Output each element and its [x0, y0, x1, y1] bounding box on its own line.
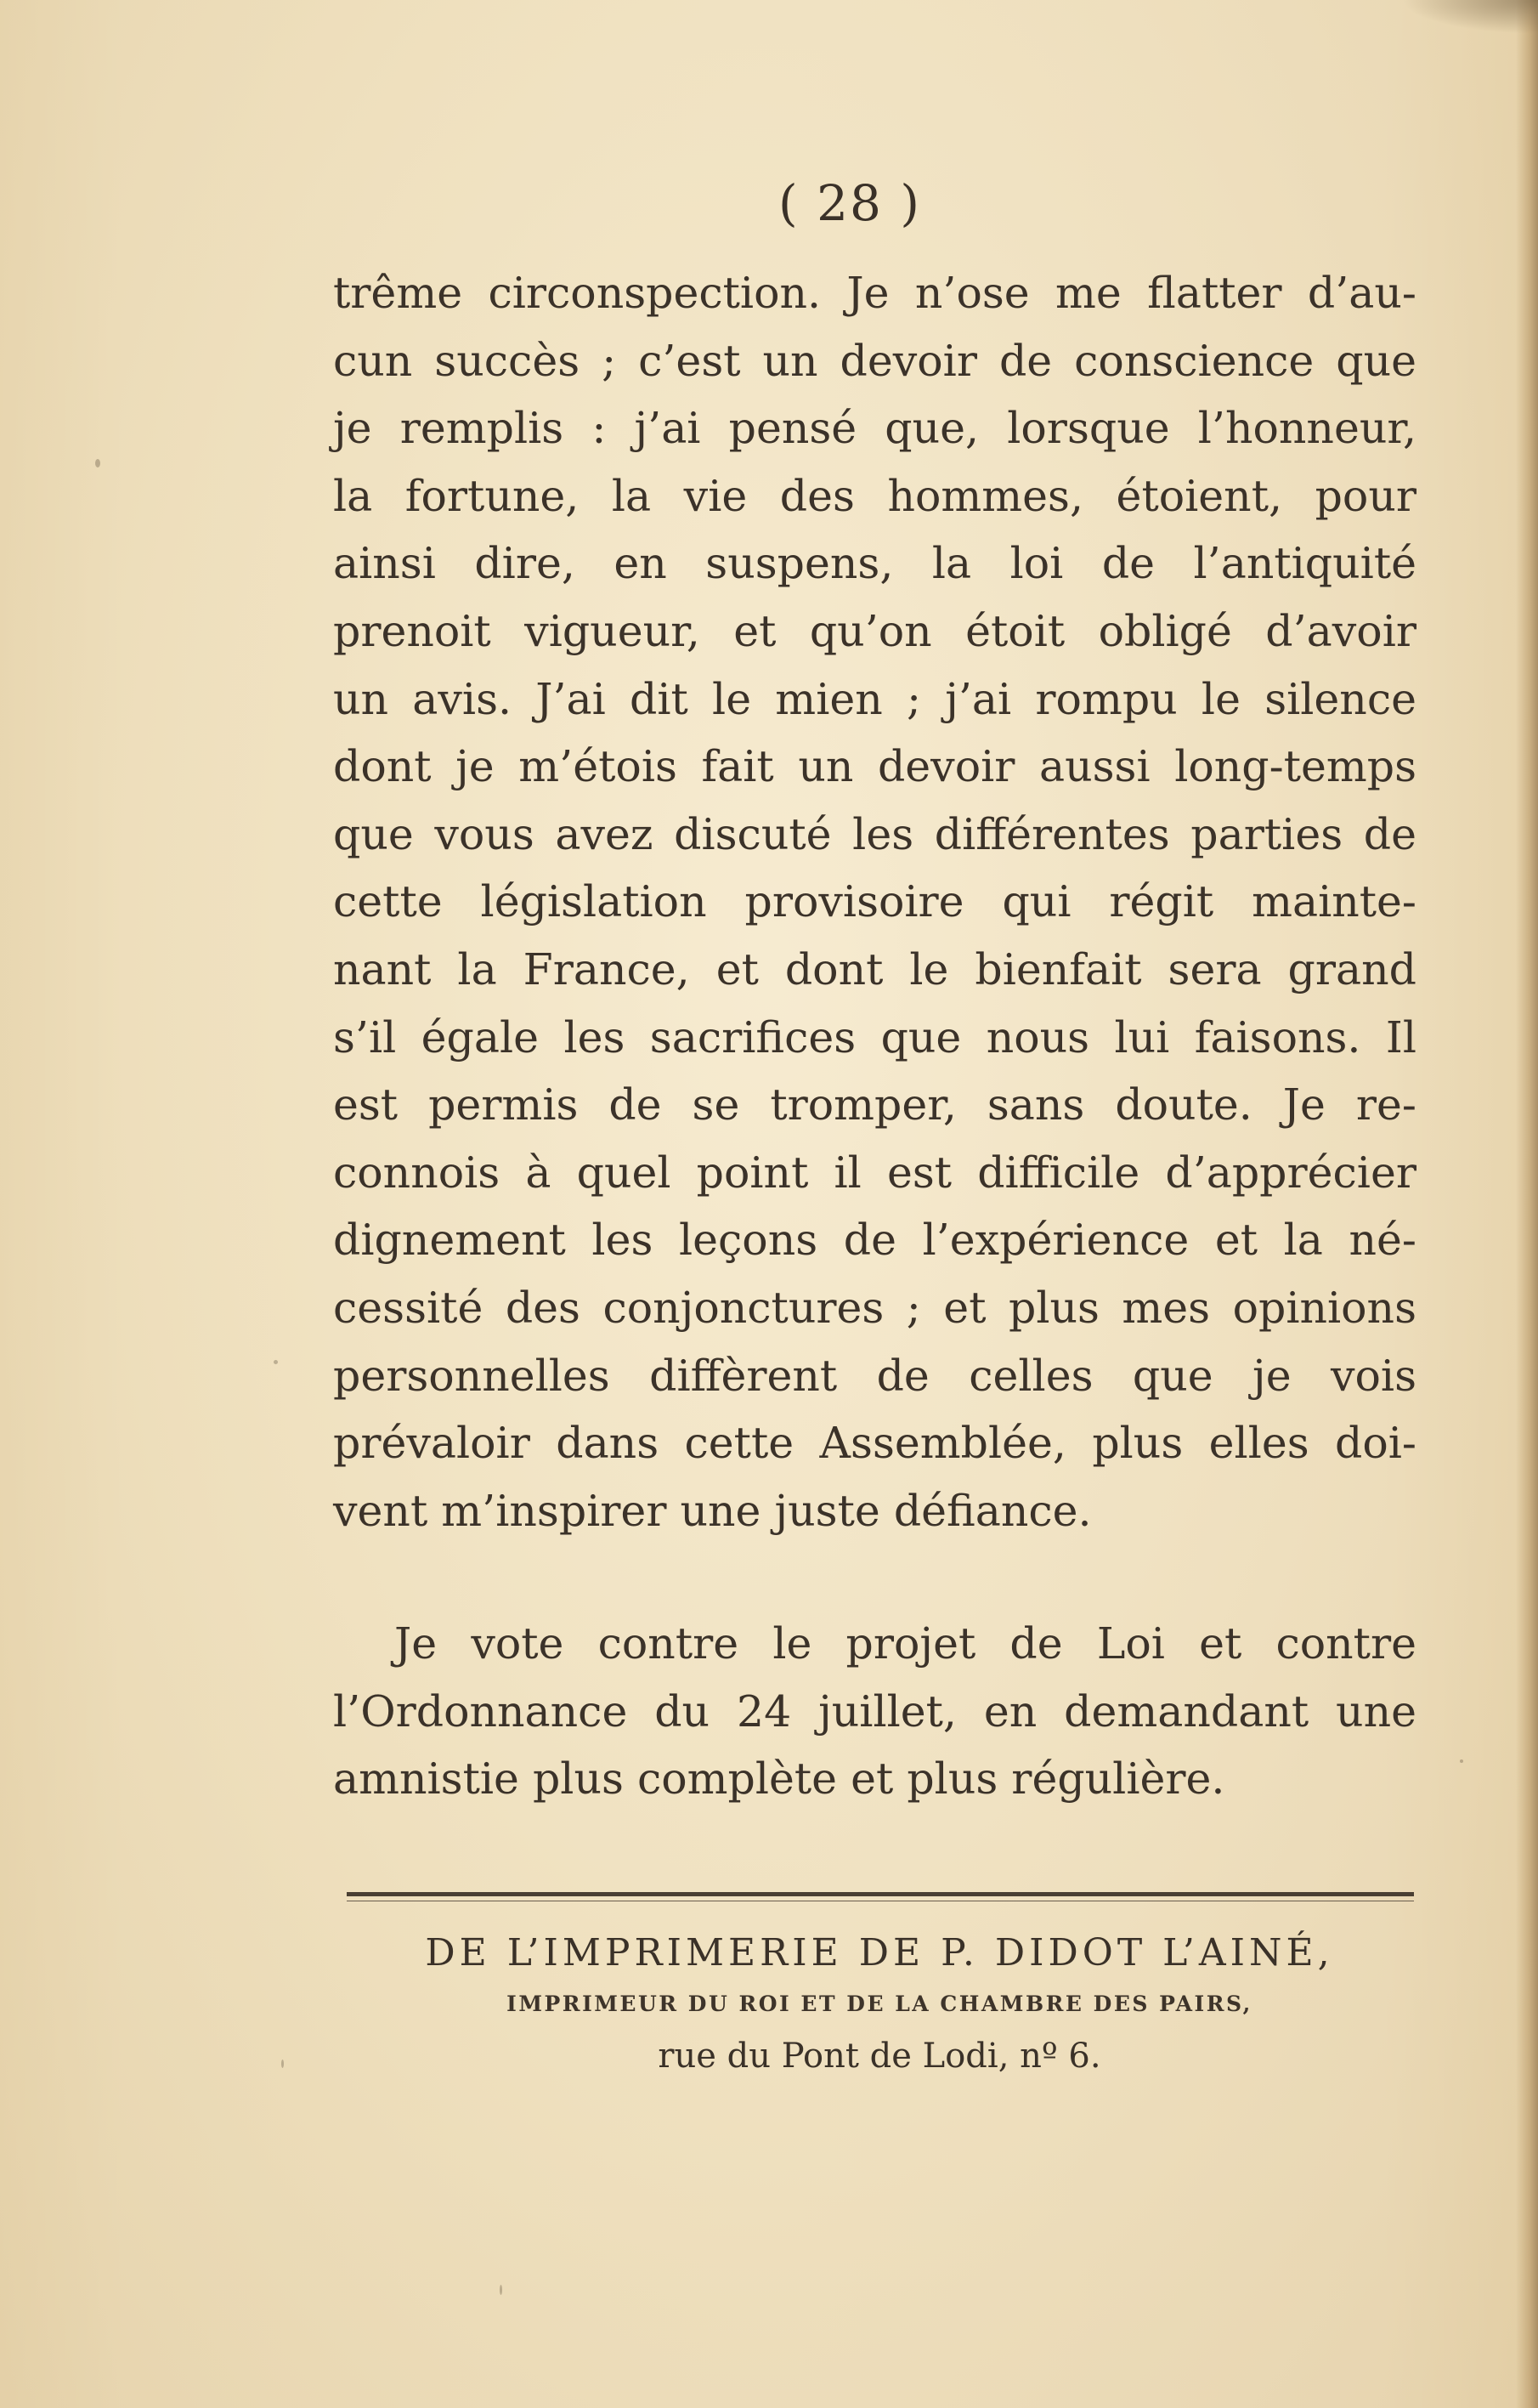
text-line: personnelles diffèrent de celles que je vois — [333, 1350, 1416, 1401]
page-edge-shadow — [1516, 0, 1538, 2408]
text-line: cette législation provisoire qui régit mainte- — [333, 876, 1416, 927]
text-line: dont je m’étois fait un devoir aussi long-temps — [333, 741, 1416, 792]
text-line: trême circonspection. Je n’ose me flatter d’au- — [333, 268, 1416, 318]
paper-speck — [95, 459, 100, 467]
paper-speck — [1460, 1759, 1463, 1763]
printer-imprint-title: IMPRIMEUR DU ROI ET DE LA CHAMBRE DES PAIRS, — [506, 1992, 1252, 2016]
paragraph-1 — [333, 259, 1416, 1544]
text-line: nant la France, et dont le bienfait sera grand — [333, 943, 1416, 994]
text-line: prévaloir dans cette Assemblée, plus elles doi- — [333, 1418, 1416, 1469]
text-line: connois à quel point il est difficile d’apprécier — [333, 1147, 1416, 1198]
page-corner-shadow — [1402, 0, 1538, 34]
paper-speck — [274, 1360, 278, 1364]
printer-rule-thick — [347, 1892, 1414, 1896]
paper-speck — [281, 2060, 284, 2068]
text-line: ainsi dire, en suspens, la loi de l’antiquité — [333, 538, 1416, 589]
text-line: un avis. J’ai dit le mien ; j’ai rompu le silence — [333, 673, 1416, 724]
text-line: est permis de se tromper, sans doute. Je re- — [333, 1079, 1416, 1130]
printer-imprint-address: rue du Pont de Lodi, nº 6. — [658, 2037, 1101, 2076]
text-line: que vous avez discuté les différentes parties de — [333, 808, 1416, 859]
text-line: amnistie plus complète et plus régulière. — [333, 1754, 1225, 1805]
text-line: dignement les leçons de l’expérience et la né- — [333, 1215, 1416, 1266]
text-line: la fortune, la vie des hommes, étoient, pour — [333, 470, 1416, 521]
text-line: cun succès ; c’est un devoir de conscience que — [333, 335, 1416, 386]
text-line: Je vote contre le projet de Loi et contre — [394, 1618, 1416, 1669]
paper-speck — [500, 2285, 502, 2295]
text-line: vent m’inspirer une juste défiance. — [333, 1485, 1092, 1536]
text-line: cessité des conjonctures ; et plus mes opinions — [333, 1282, 1416, 1333]
printer-imprint-name: DE L’IMPRIMERIE DE P. DIDOT L’AINÉ, — [425, 1931, 1334, 1975]
text-line: s’il égale les sacrifices que nous lui faisons. Il — [333, 1011, 1416, 1062]
page-number: ( 28 ) — [778, 174, 921, 232]
text-line: prenoit vigueur, et qu’on étoit obligé d’avoir — [333, 605, 1416, 656]
text-line: je remplis : j’ai pensé que, lorsque l’honneur, — [333, 403, 1416, 454]
text-line: l’Ordonnance du 24 juillet, en demandant une — [333, 1686, 1416, 1737]
paragraph-2 — [333, 1610, 1416, 1813]
